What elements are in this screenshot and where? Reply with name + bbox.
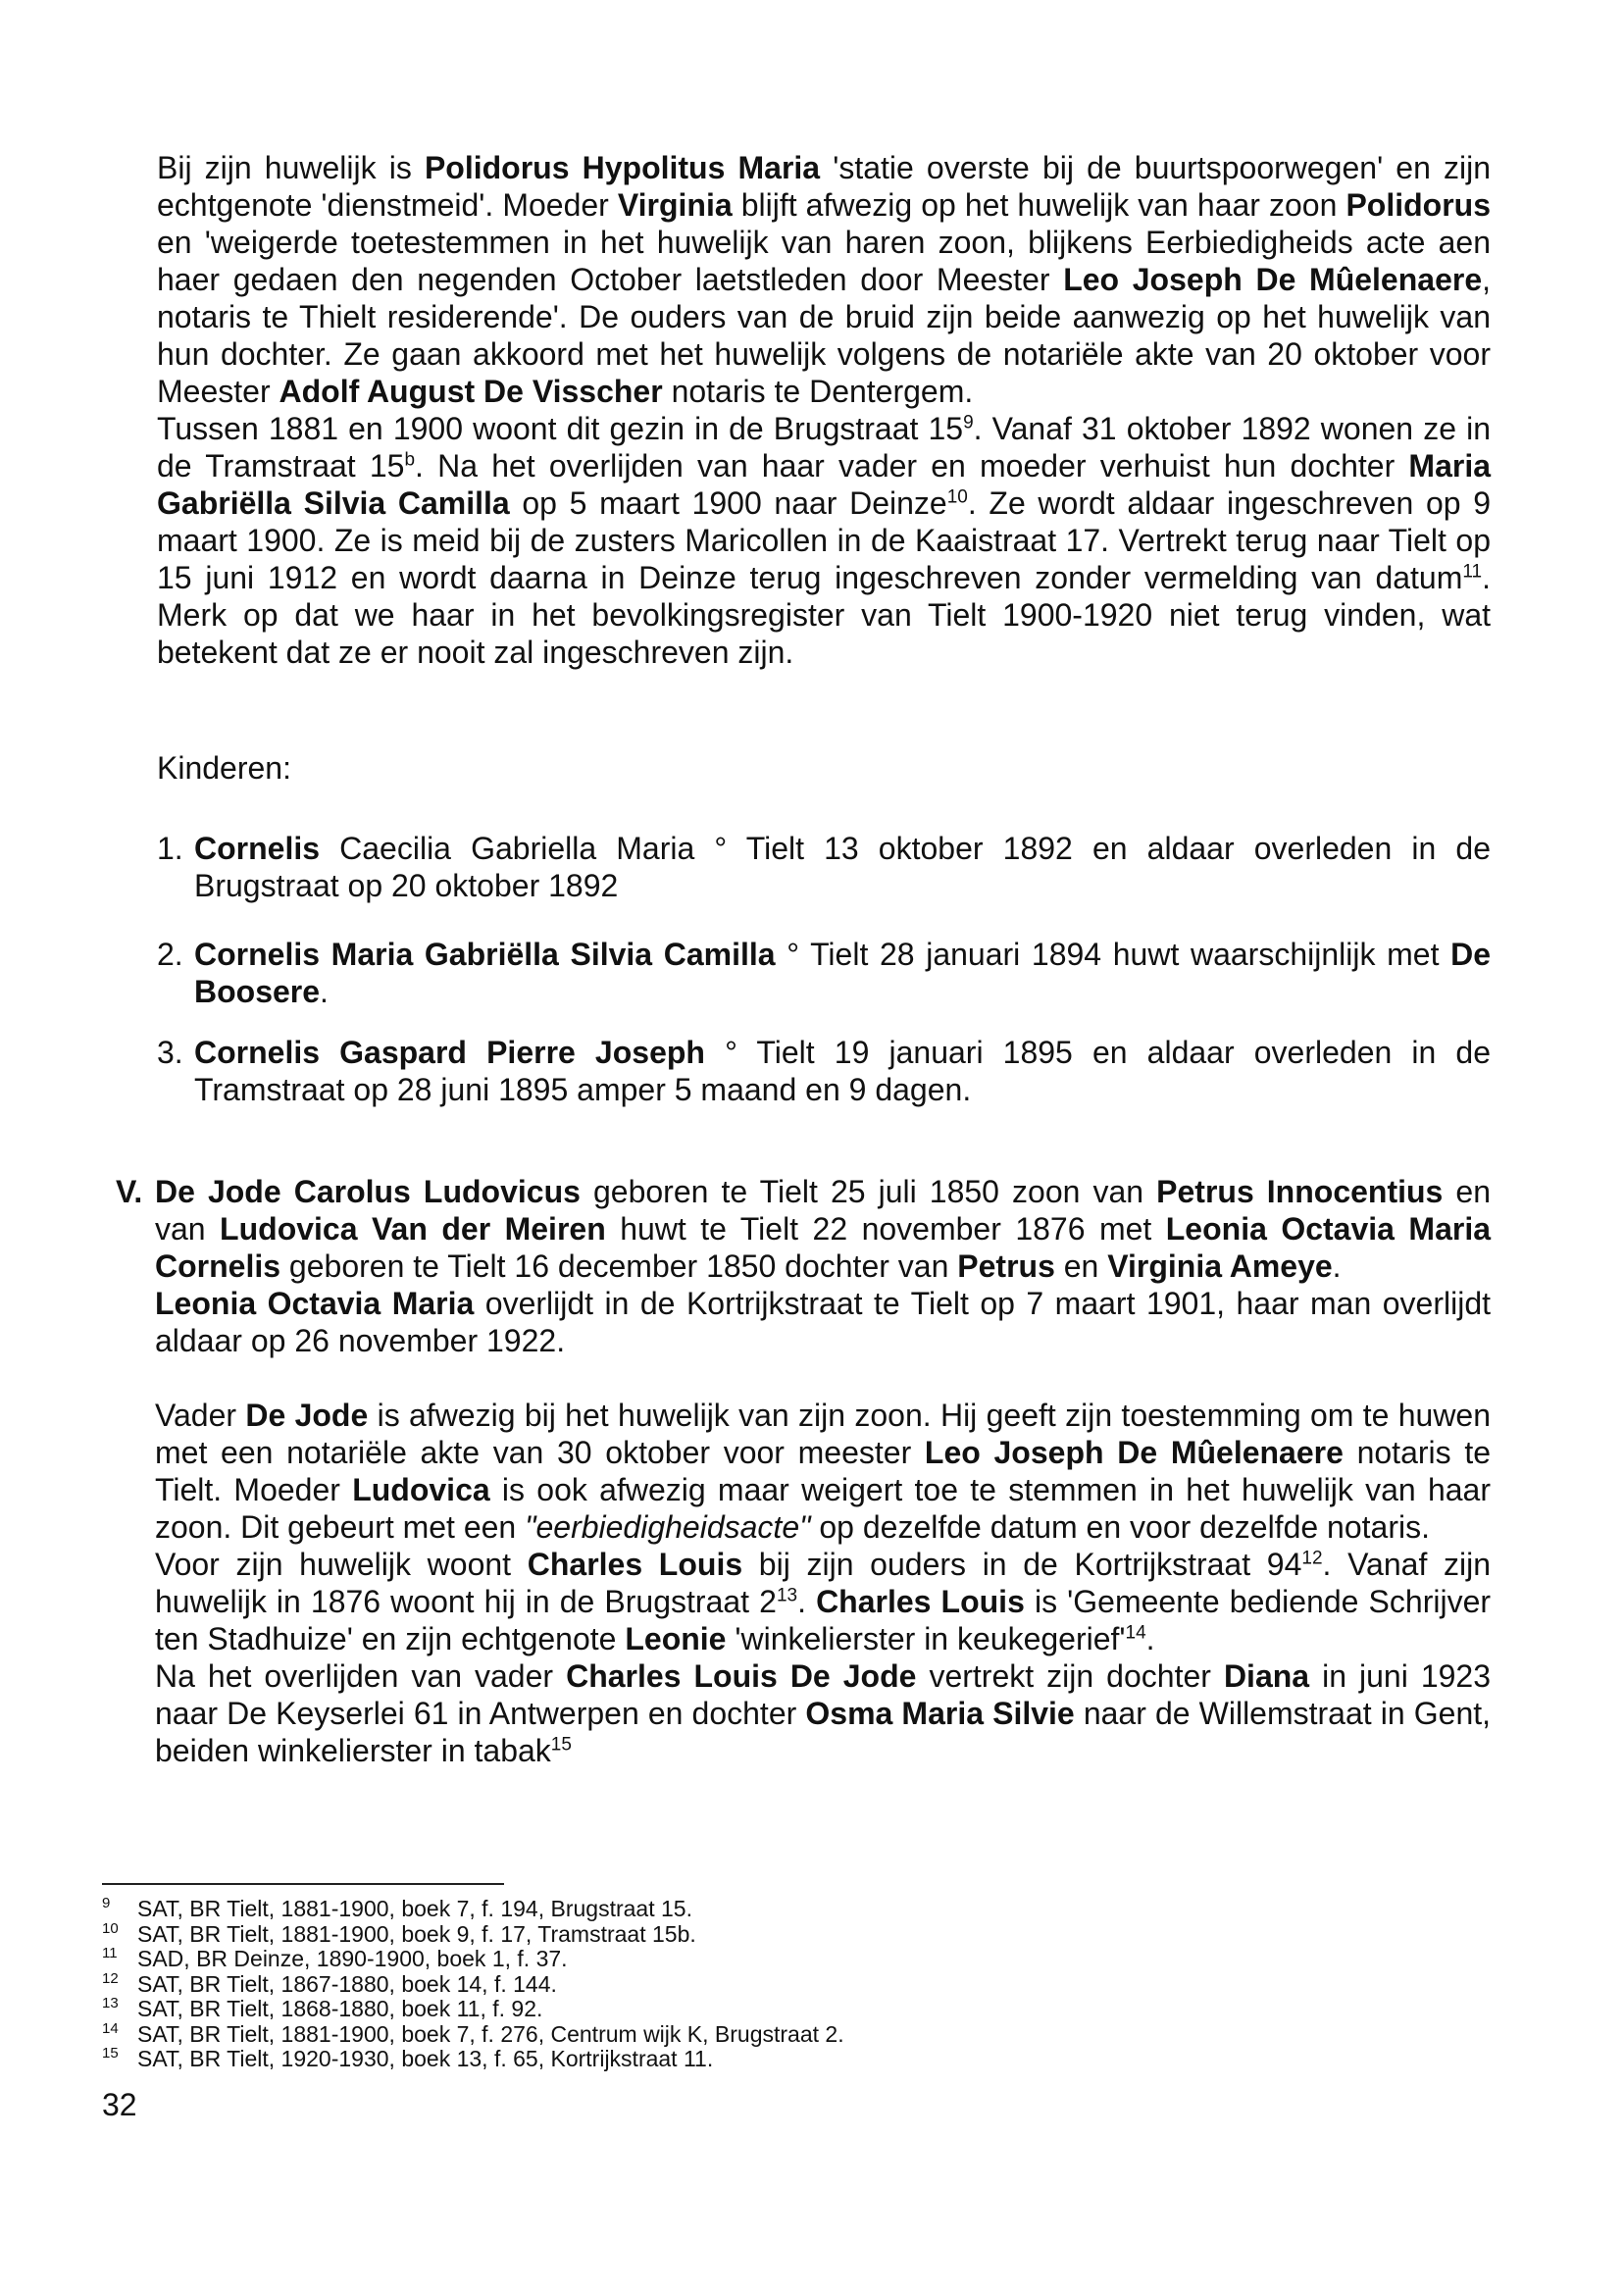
footnote-text: SAT, BR Tielt, 1867-1880, boek 14, f. 144. [137,1970,557,1997]
text-run: . [320,974,329,1009]
text-run: is ook afwezig maar weigert toe te stemmen in het huwelijk van haar zoon. Dit gebeurt met een [155,1472,1491,1545]
footnote [102,1969,1181,1998]
text-run: Vader [155,1398,246,1433]
text-run: en 'weigerde toetestemmen in het huwelijk van haren zoon, blijkens Eerbiedigheids acte aen haer gedaen den negenden October laetstleden door Meester [157,225,1491,297]
footnote [102,1947,1181,1972]
page-number: 32 [102,2087,137,2122]
bold-name: Charles Louis [527,1547,743,1582]
text-run: , notaris te Thielt residerende'. De ouders van de bruid zijn beide aanwezig op het huwelijk van hun dochter. Ze gaan akkoord met het huwelijk volgens de notariële akte van 20 oktober voor Meester [157,262,1492,409]
footnote [102,1897,1181,1922]
footnote [102,1997,1181,2022]
list-number: 2. [157,937,183,972]
footnote-ref: 11 [1462,561,1483,583]
bold-name: Petrus Innocentius [1156,1174,1444,1209]
text-run: Bij zijn huwelijk is [157,150,425,185]
footnote [102,2019,1181,2048]
bold-name: Osma Maria Silvie [805,1696,1075,1731]
footnote-text: SAT, BR Tielt, 1881-1900, boek 9, f. 17, Tramstraat 15b. [137,1920,696,1947]
bold-name: Diana [1223,1658,1310,1694]
bold-name: Leo Joseph De Mûelenaere [1063,262,1483,297]
text-run: bij zijn ouders in de Kortrijkstraat 94 [742,1547,1302,1582]
footnote [102,1919,1181,1948]
text-run: is 'Gemeente bediende Schrijver ten Stadhuize' en zijn echtgenote [155,1584,1492,1656]
bold-name: Leo Joseph De Mûelenaere [924,1435,1344,1470]
text-run: Tussen 1881 en 1900 woont dit gezin in de Brugstraat 15 [157,411,964,446]
section-v [116,1173,1491,1769]
paragraph-2 [157,410,1491,671]
bold-name: Virginia Ameye [1107,1248,1333,1284]
footnote [102,2047,1181,2072]
footnote-text: SAD, BR Deinze, 1890-1900, boek 1, f. 37. [137,1946,568,1971]
text-run: . [797,1584,817,1619]
child-text [194,830,1491,904]
bold-name: Leonia Octavia Maria [155,1286,475,1321]
text-run: Voor zijn huwelijk woont [155,1547,528,1582]
child-text [194,1034,1491,1108]
paragraph-marriage [155,1173,1491,1285]
bold-name: Ludovica [352,1472,490,1507]
paragraph-gap [155,1359,1491,1397]
bold-name: Polidorus Hypolitus Maria [424,150,821,185]
paragraph-death [155,1285,1491,1359]
text-run: naar de Willemstraat in Gent, beiden winkelierster in tabak [155,1696,1492,1768]
bold-name: Leonia Octavia Maria Cornelis [155,1211,1491,1284]
text-run: en van [155,1174,1492,1247]
footnote-number: 15 [102,2045,119,2062]
footnote-number: 13 [102,1995,119,2011]
text-run: . Ze wordt aldaar ingeschreven op 9 maart 1900. Ze is meid bij de zusters Maricollen in de Kaaistraat 17. Vertrekt terug naar Tielt op 15 juni 1912 en wordt daarna in Deinze terug ingeschreven zonder vermelding van datum [157,485,1492,595]
text-run: ° Tielt 28 januari 1894 huwt waarschijnlijk met [775,937,1451,972]
section-body [155,1173,1491,1769]
list-number: 3. [157,1035,183,1070]
bold-name: Cornelis Gaspard Pierre Joseph [194,1035,705,1070]
section-numeral: V. [116,1174,143,1209]
paragraph-consent [155,1397,1491,1546]
text-run: geboren te Tielt 25 juli 1850 zoon van [580,1174,1157,1209]
paragraph-marriage-polidorus [157,149,1491,671]
bold-name: Ludovica Van der Meiren [220,1211,606,1247]
bold-name: Maria Gabriëlla Silvia Camilla [157,448,1491,521]
text-run: huwt te Tielt 22 november 1876 met [605,1211,1166,1247]
italic-term: "eerbiedigheidsacte" [525,1509,811,1545]
text-run: . [1332,1248,1342,1284]
bold-name: De Jode [245,1398,369,1433]
text-run: . Na het overlijden van haar vader en moeder verhuist hun dochter [415,448,1409,484]
children-heading: Kinderen: [157,750,291,786]
text-run: notaris te Dentergem. [662,374,974,409]
text-run: . [1145,1621,1155,1656]
footnote-ref: 9 [963,412,974,433]
text-run: op dezelfde datum en voor dezelfde notaris. [810,1509,1430,1545]
text-run: . Merk op dat we haar in het bevolkingsregister van Tielt 1900-1920 niet terug vinden, wat betekent dat ze er nooit zal ingeschreven zijn. [157,560,1491,670]
bold-name: Charles Louis De Jode [566,1658,917,1694]
text-run: 'statie overste bij de buurtspoorwegen' en zijn echtgenote 'dienstmeid'. Moeder [157,150,1492,223]
bold-name: Polidorus [1345,187,1492,223]
footnotes [102,1897,1181,2072]
text-run: Caecilia Gabriella Maria ° Tielt 13 oktober 1892 en aldaar overleden in de Brugstraat op 20 oktober 1892 [194,831,1491,903]
bold-name: Cornelis Maria Gabriëlla Silvia Camilla [194,937,776,972]
footnote-text: SAT, BR Tielt, 1920-1930, boek 13, f. 65, Kortrijkstraat 11. [137,2046,714,2071]
footnote-number: 9 [102,1895,111,1911]
footnote-number: 11 [102,1945,118,1961]
text-run: is afwezig bij het huwelijk van zijn zoon. Hij geeft zijn toestemming om te huwen met een notariële akte van 30 oktober voor meester [155,1398,1492,1470]
footnote-text: SAT, BR Tielt, 1881-1900, boek 7, f. 276, Centrum wijk K, Brugstraat 2. [137,2020,844,2047]
text-run: in juni 1923 naar De Keyserlei 61 in Antwerpen en dochter [155,1658,1492,1731]
bold-name: Leonie [625,1621,727,1656]
paragraph-residence [155,1546,1491,1657]
footnote-number: 14 [102,2019,119,2037]
list-number: 1. [157,831,183,866]
footnote-number: 12 [102,1969,119,1987]
superscript: b [404,449,416,471]
text-run: notaris te Tielt. Moeder [155,1435,1491,1507]
bold-name: Adolf August De Visscher [279,374,663,409]
child-item-1 [157,830,1491,904]
text-run: vertrekt zijn dochter [916,1658,1224,1694]
bold-name: De Boosere [194,937,1492,1009]
text-run: blijft afwezig op het huwelijk van haar zoon [732,187,1346,223]
footnote-text: SAT, BR Tielt, 1868-1880, boek 11, f. 92. [137,1996,543,2021]
child-text [194,936,1491,1010]
text-run: ° Tielt 19 januari 1895 en aldaar overleden in de Tramstraat op 28 juni 1895 amper 5 maand en 9 dagen. [194,1035,1492,1107]
text-run: 'winkelierster in keukegerief' [726,1621,1126,1656]
bold-name: Charles Louis [816,1584,1025,1619]
paragraph-1 [157,149,1491,410]
text-run: en [1054,1248,1108,1284]
bold-name: Cornelis [194,831,321,866]
bold-name: Virginia [617,187,733,223]
child-item-3 [157,1034,1491,1108]
text-run: overlijdt in de Kortrijkstraat te Tielt op 7 maart 1901, haar man overlijdt aldaar op 26 november 1922. [155,1286,1492,1358]
text-run: . Vanaf 31 oktober 1892 wonen ze in de Tramstraat 15 [157,411,1492,484]
bold-name: De Jode Carolus Ludovicus [155,1174,581,1209]
footnote-ref: 15 [550,1734,572,1756]
footnote-separator [102,1883,504,1885]
text-run: geboren te Tielt 16 december 1850 dochter van [280,1248,958,1284]
text-run: op 5 maart 1900 naar Deinze [509,485,947,521]
footnote-ref: 10 [946,486,968,508]
text-run: Na het overlijden van vader [155,1658,567,1694]
paragraph-daughters [155,1657,1491,1769]
footnote-text: SAT, BR Tielt, 1881-1900, boek 7, f. 194, Brugstraat 15. [137,1896,692,1921]
child-item-2 [157,936,1491,1010]
text-run: . Vanaf zijn huwelijk in 1876 woont hij in de Brugstraat 2 [155,1547,1492,1619]
bold-name: Petrus [957,1248,1055,1284]
footnote-number: 10 [102,1919,119,1937]
footnote-ref: 12 [1301,1548,1323,1569]
footnote-ref: 13 [776,1585,798,1606]
footnote-ref: 14 [1125,1622,1146,1644]
